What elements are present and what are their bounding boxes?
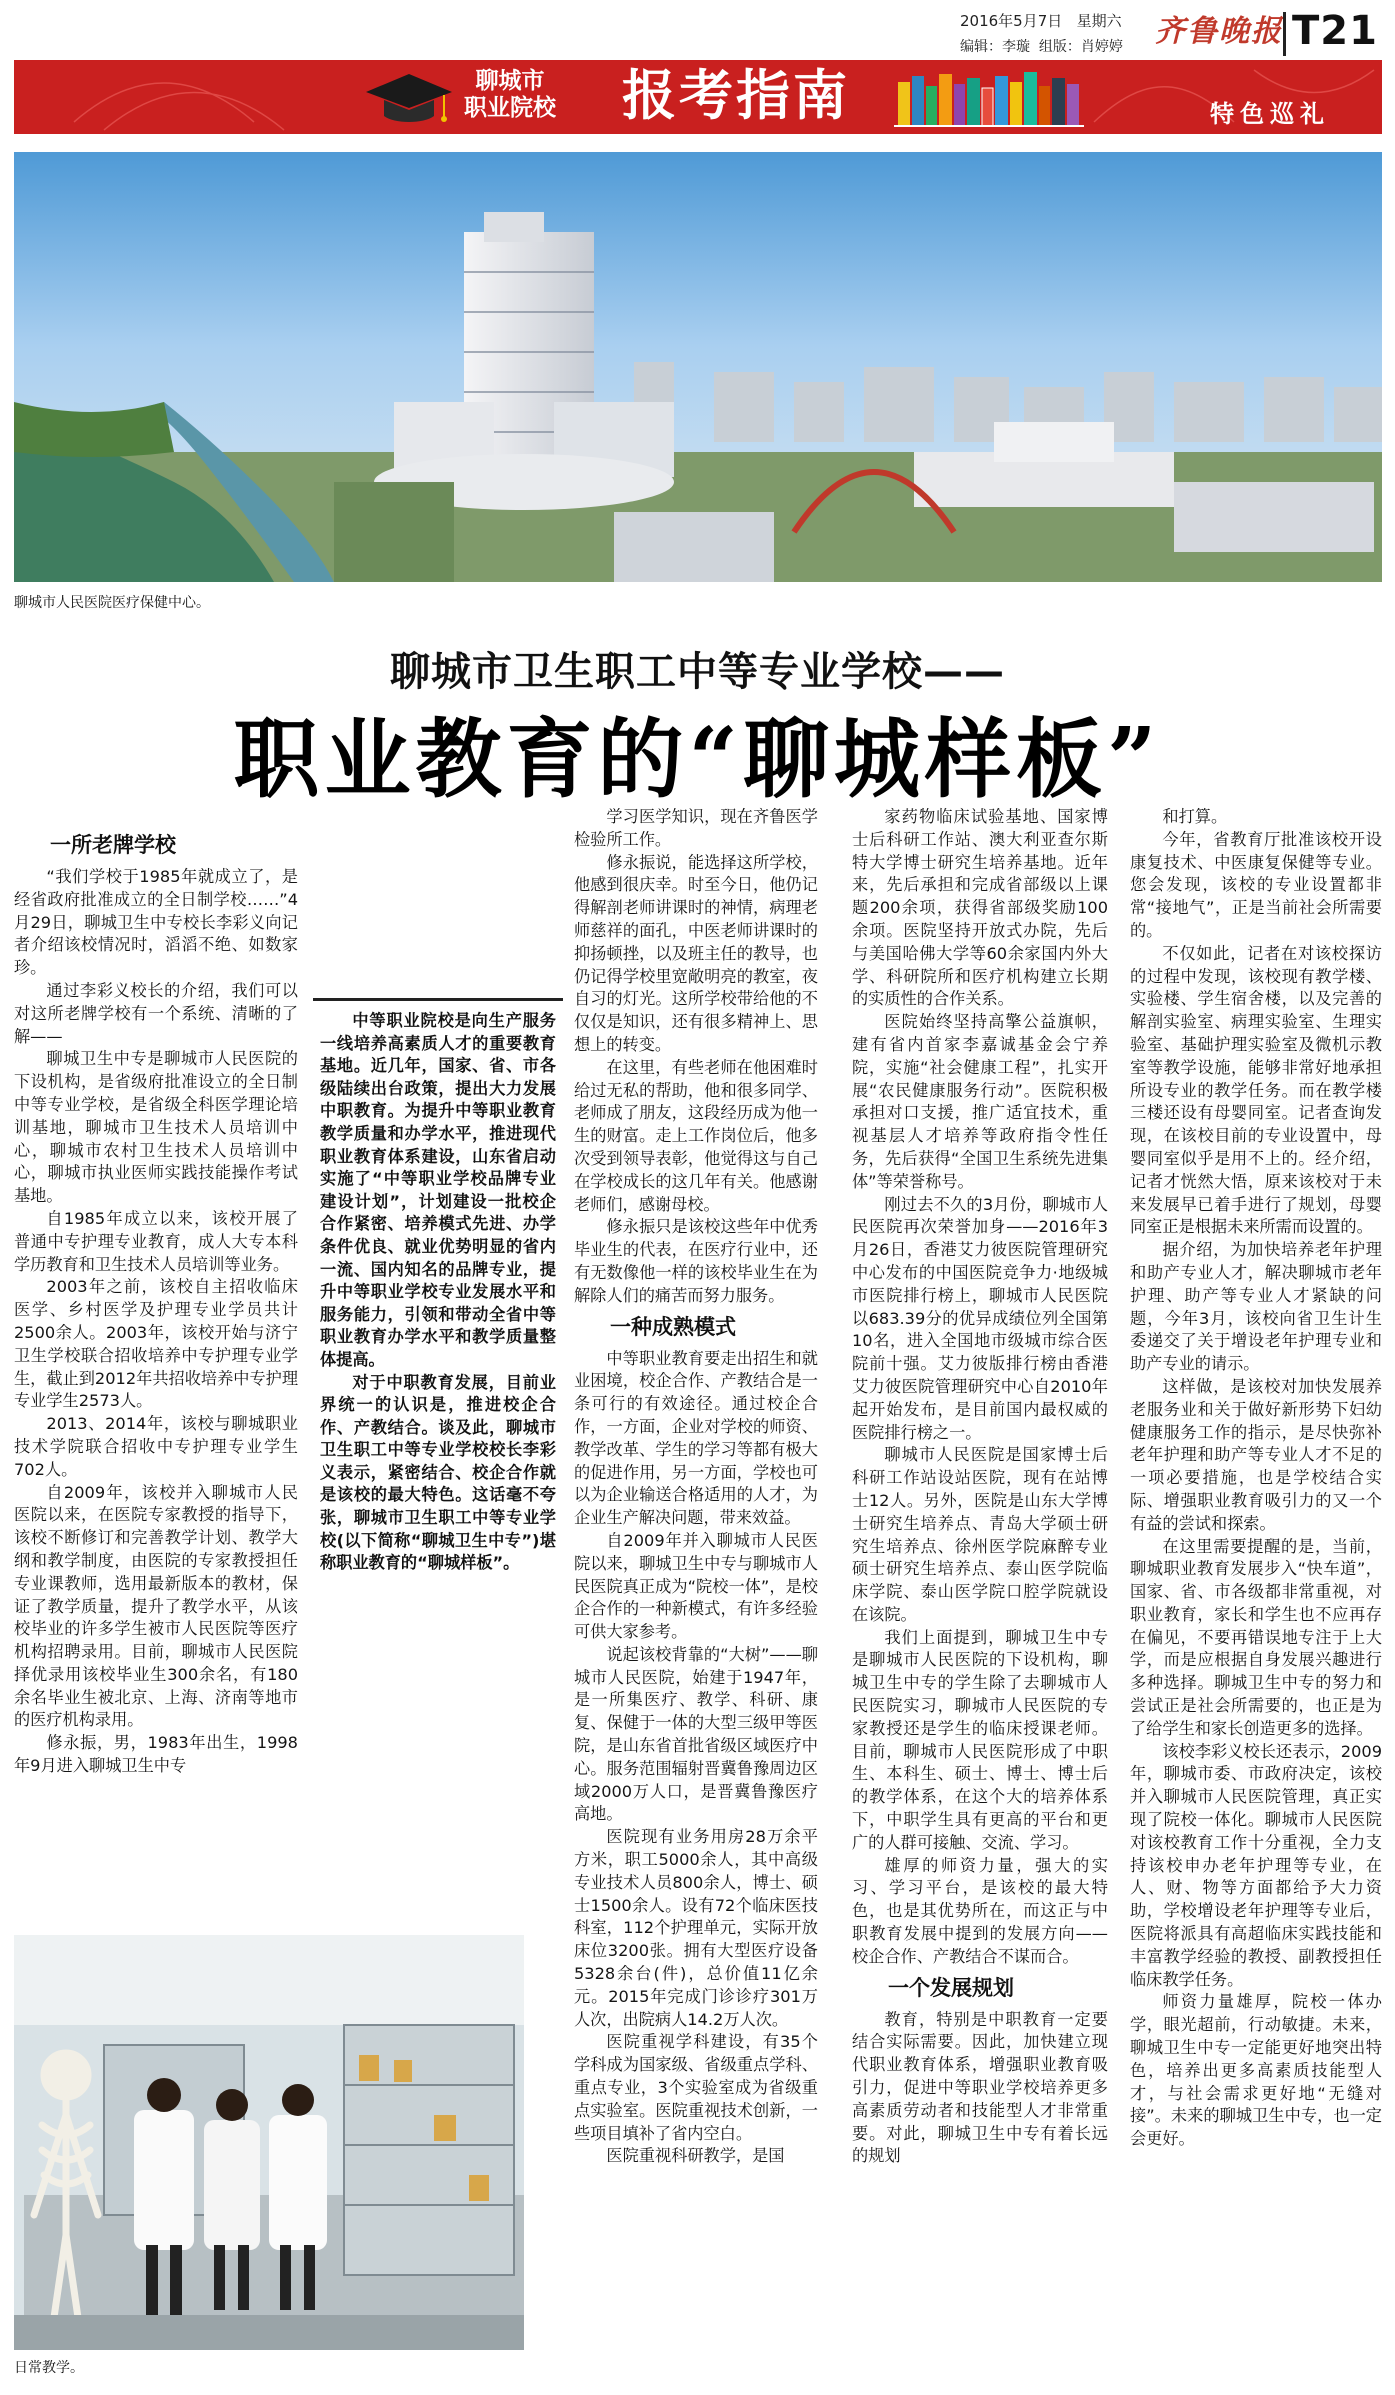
paragraph: 和打算。 <box>1162 807 1228 826</box>
issue-date: 2016年5月7日 星期六 <box>960 12 1122 30</box>
article-column-3 <box>852 806 1108 2168</box>
paragraph: 雄厚的师资力量，强大的实习、学习平台，是该校的最大特色，也是其优势所在，而这正与中职教育发展中提到的发展方向——校企合作、产教结合不谋而合。 <box>852 1855 1108 1966</box>
paragraph: 说起该校背靠的“大树”——聊城市人民医院，始建于1947年，是一所集医疗、教学、科研、康复、保健于一体的大型三级甲等医院，是山东省首批省级区域医疗中心。服务范围辐射晋冀鲁豫周边区域2000万人口，是晋冀鲁豫医疗高地。 <box>574 1644 818 1824</box>
paragraph: 医院现有业务用房28万余平方米，职工5000余人，其中高级专业技术人员800余人，博士、硕士1500余人。设有72个临床医技科室，112个护理单元，实际开放床位3200张。拥有大型医疗设备5328余台(件)，总价值11亿余元。2015年完成门诊诊疗301万人次，出院病人14.2万人次。 <box>574 1827 818 2029</box>
paragraph: 师资力量雄厚，院校一体办学，眼光超前，行动敏捷。未来，聊城卫生中专一定能更好地突出特色，培养出更多高素质技能型人才，与社会需求更好地“无缝对接”。未来的聊城卫生中专，也一定会更好。 <box>1130 1992 1382 2149</box>
paragraph: 教育，特别是中职教育一定要结合实际需要。因此，加快建立现代职业教育体系，增强职业教育吸引力，促进中等职业学校培养更多高素质劳动者和技能型人才非常重要。对此，聊城卫生中专有着长远的规划 <box>852 2009 1108 2166</box>
banner-subtitle: 聊城市 职业院校 <box>464 68 556 121</box>
paragraph: 修永振只是该校这些年中优秀毕业生的代表，在医疗行业中，还有无数像他一样的该校毕业生在为解除人们的痛苦而努力服务。 <box>574 1217 818 1305</box>
section-subheading: 一种成熟模式 <box>610 1314 736 1339</box>
paragraph: 在这里需要提醒的是，当前，聊城职业教育发展步入“快车道”，国家、省、市各级都非常重视，对职业教育，家长和学生也不应再存在偏见，不要再错误地专注于上大学，而是应根据自身发展兴趣进行多种选择。聊城卫生中专的努力和尝试正是社会所需要的，也正是为了给学生和家长创造更多的选择。 <box>1130 1536 1382 1738</box>
paragraph: 不仅如此，记者在对该校探访的过程中发现，该校现有教学楼、实验楼、学生宿舍楼，以及完善的解剖实验室、病理实验室、生理实验室、基础护理实验室及微机示教室等教学设施，能够非常好地承担所设专业的教学任务。而在教学楼三楼还设有母婴同室。记者查询发现，在该校目前的专业设置中，母婴同室似乎是用不上的。经介绍，记者才恍然大悟，原来该校对于未来发展早已着手进行了规划，母婴同室正是根据未来所需而设置的。 <box>1130 943 1382 1237</box>
paragraph: 修永振，男，1983年出生，1998年9月进入聊城卫生中专 <box>14 1733 298 1776</box>
paragraph: 自1985年成立以来，该校开展了普通中专护理专业教育，成人大专本科学历教育和卫生技术人员培训等业务。 <box>14 1208 298 1274</box>
top-photo-caption: 聊城市人民医院医疗保健中心。 <box>14 595 210 611</box>
paragraph: 刚过去不久的3月份，聊城市人民医院再次荣誉加身——2016年3月26日，香港艾力彼医院管理研究中心发布的中国医院竞争力·地级城市医院排行榜上，聊城市人民医院以683.39分的优异成绩位列全国第10名，进入全国地市级城市综合医院前十强。艾力彼版排行榜由香港艾力彼医院管理研究中心自2010年起开始发布，是目前国内最权威的医院排行榜之一。 <box>852 1194 1108 1442</box>
paragraph: 通过李彩义校长的介绍，我们可以对这所老牌学校有一个系统、清晰的了解—— <box>14 980 298 1046</box>
editor-credits: 编辑：李璇 组版：肖婷婷 <box>960 39 1123 55</box>
section-subheading: 一所老牌学校 <box>50 833 176 857</box>
page-number: T21 <box>1292 8 1378 54</box>
paragraph: 医院重视科研教学，是国 <box>606 2146 785 2166</box>
article-column-2 <box>574 806 818 2168</box>
paragraph: 这样做，是该校对加快发展养老服务业和关于做好新形势下妇幼健康服务工作的指示，是尽快弥补老年护理和助产等专业人才不足的一项必要措施，也是学校结合实际、增强职业教育吸引力的又一个有益的尝试和探索。 <box>1130 1376 1382 1533</box>
banner-title: 报考指南 <box>622 64 850 127</box>
intro-paragraph: 中等职业院校是向生产服务一线培养高素质人才的重要教育基地。近几年，国家、省、市各级陆续出台政策，提出大力发展中职教育。为提升中等职业教育教学质量和办学水平，推进现代职业教育体系建设，山东省启动实施了“中等职业学校品牌专业建设计划”，计划建设一批校企合作紧密、培养模式先进、办学条件优良、就业优势明显的省内一流、国内知名的品牌专业，提升中等职业学校专业发展水平和服务能力，引领和带动全省中等职业教育办学水平和教学质量整体提高。 <box>320 1011 556 1369</box>
paragraph: 该校李彩义校长还表示，2009年，聊城市委、市政府决定，该校并入聊城市人民医院管理，真正实现了院校一体化。聊城市人民医院对该校教育工作十分重视，全力支持该校申办老年护理等专业，在人、财、物等方面都给予大力资助，学校增设老年护理等专业后，医院将派具有高超临床实践技能和丰富教学经验的教授、副教授担任临床教学任务。 <box>1130 1741 1382 1989</box>
paragraph: 家药物临床试验基地、国家博士后科研工作站、澳大利亚查尔斯特大学博士研究生培养基地。近年来，先后承担和完成省部级以上课题200余项，获得省部级奖励100余项。医院坚持开放式办院，先后与美国哈佛大学等60余家国内外大学、科研院所和医疗机构建立长期的实质性的合作关系。 <box>852 807 1108 1009</box>
paragraph: 自2009年，该校并入聊城市人民医院以来，在医院专家教授的指导下，该校不断修订和完善教学计划、教学大纲和教学制度，由医院的专家教授担任专业课教师，选用最新版本的教材，保证了教学质量，提升了教学水平，从该校毕业的许多学生被市人民医院等医疗机构招聘录用。目前，聊城市人民医院择优录用该校毕业生300余名，有180余名毕业生被北京、上海、济南等地市的医疗机构录用。 <box>14 1482 298 1730</box>
header-divider <box>1283 12 1286 56</box>
graduation-cap-icon <box>364 70 454 126</box>
paragraph: 医院始终坚持高擎公益旗帜，建有省内首家李嘉诚基金会宁养院，实施“社会健康工程”，扎实开展“农民健康服务行动”。医院积极承担对口支援，推广适宜技术，重视基层人才培养等政府指令性任务，先后获得“全国卫生系统先进集体”等荣誉称号。 <box>852 1012 1108 1191</box>
paragraph: “我们学校于1985年就成立了，是经省政府批准成立的全日制学校……”4月29日，聊城卫生中专校长李彩义向记者介绍该校情况时，滔滔不绝、如数家珍。 <box>14 867 298 978</box>
paragraph: 中等职业教育要走出招生和就业困境，校企合作、产教结合是一条可行的有效途径。通过校企合作，一方面，企业对学校的师资、教学改革、学生的学习等都有极大的促进作用，另一方面，学校也可以为企业输送合格适用的人才，为企业生产解决问题，带来效益。 <box>574 1348 818 1528</box>
paragraph: 自2009年并入聊城市人民医院以来，聊城卫生中专与聊城市人民医院真正成为“院校一体”，是校企合作的一种新模式，有许多经验可供大家参考。 <box>574 1530 818 1642</box>
intro-box-rule <box>313 998 563 1001</box>
paragraph: 2003年之前，该校自主招收临床医学、乡村医学及护理专业学员共计2500余人。2003年，该校开始与济宁卫生学校联合招收培养中专护理专业学生，截止到2012年共招收培养中专护理专业学生2573人。 <box>14 1277 299 1411</box>
paragraph: 我们上面提到，聊城卫生中专是聊城市人民医院的下设机构，聊城卫生中专的学生除了去聊城市人民医院实习，聊城市人民医院的专家教授还是学生的临床授课老师。目前，聊城市人民医院形成了中职生、本科生、硕士、博士、博士后的教学体系，在这个大的培养体系下，中职学生具有更高的平台和更广的人群可接触、交流、学习。 <box>852 1627 1108 1852</box>
article-intro-box <box>318 1010 558 1575</box>
article-column-4 <box>1130 806 1382 2151</box>
section-subheading: 一个发展规划 <box>888 1975 1014 2000</box>
paragraph: 今年，省教育厅批准该校开设康复技术、中医康复保健等专业。您会发现，该校的专业设置都非常“接地气”，正是当前社会所需要的。 <box>1130 829 1382 940</box>
books-icon <box>894 68 1084 128</box>
paragraph: 2013、2014年，该校与聊城职业技术学院联合招收中专护理专业学生702人。 <box>14 1414 298 1479</box>
article-column-1 <box>14 826 298 1778</box>
paragraph: 在这里，有些老师在他困难时给过无私的帮助，他和很多同学、老师成了朋友，这段经历成为他一生的财富。走上工作岗位后，他多次受到领导表彰，他觉得这与自己在学校成长的这几年有关。他感谢老师们，感谢母校。 <box>574 1057 818 1214</box>
paragraph: 据介绍，为加快培养老年护理和助产专业人才，解决聊城市老年护理、助产等专业人才紧缺的问题，今年3月，该校向省卫生计生委递交了关于增设老年护理专业和助产专业的请示。 <box>1130 1240 1382 1374</box>
paragraph: 修永振说，能选择这所学校，他感到很庆幸。时至今日，他仍记得解剖老师讲课时的神情，病理老师慈祥的面孔，中医老师讲课时的抑扬顿挫，以及班主任的教导，也仍记得学校里宽敞明亮的教室，夜自习的灯光。这所学校带给他的不仅仅是知识，还有很多精神上、思想上的转变。 <box>574 852 818 1054</box>
paragraph: 医院重视学科建设，有35个学科成为国家级、省级重点学科、重点专业，3个实验室成为省级重点实验室。医院重视技术创新，一些项目填补了省内空白。 <box>574 2032 818 2143</box>
article-kicker: 聊城市卫生职工中等专业学校—— <box>390 649 1005 695</box>
article-headline: 职业教育的“聊城样板” <box>233 709 1162 810</box>
intro-paragraph: 对于中职教育发展，目前业界统一的认识是，推进校企合作、产教结合。谈及此，聊城市卫生职工中等专业学校校长李彩义表示，紧密结合、校企合作就是该校的最大特色。这话毫不夸张，聊城市卫生职工中等专业学校(以下简称“聊城卫生中专”)堪称职业教育的“聊城样板”。 <box>320 1372 556 1573</box>
bottom-photo-caption: 日常教学。 <box>14 2360 84 2376</box>
section-banner <box>14 60 1382 134</box>
paragraph: 聊城市人民医院是国家博士后科研工作站设站医院，现有在站博士12人。另外，医院是山东大学博士研究生培养点、青岛大学硕士研究生培养点、徐州医学院麻醉专业硕士研究生培养点、泰山医学院临床学院、泰山医学院口腔学院就设在该院。 <box>852 1445 1108 1624</box>
banner-badge: 特色巡礼 <box>1210 100 1330 128</box>
hospital-aerial-photo <box>14 152 1382 582</box>
newspaper-logo: 齐鲁晚报 <box>1155 14 1283 49</box>
paragraph: 学习医学知识，现在齐鲁医学检验所工作。 <box>574 807 818 849</box>
paragraph: 聊城卫生中专是聊城市人民医院的下设机构，是省级府批准设立的全日制中等专业学校，是省级全科医学理论培训基地，聊城市卫生技术人员培训中心，聊城市农村卫生技术人员培训中心，聊城市执业医师实践技能操作考试基地。 <box>14 1049 298 1206</box>
classroom-teaching-photo <box>14 1935 524 2350</box>
